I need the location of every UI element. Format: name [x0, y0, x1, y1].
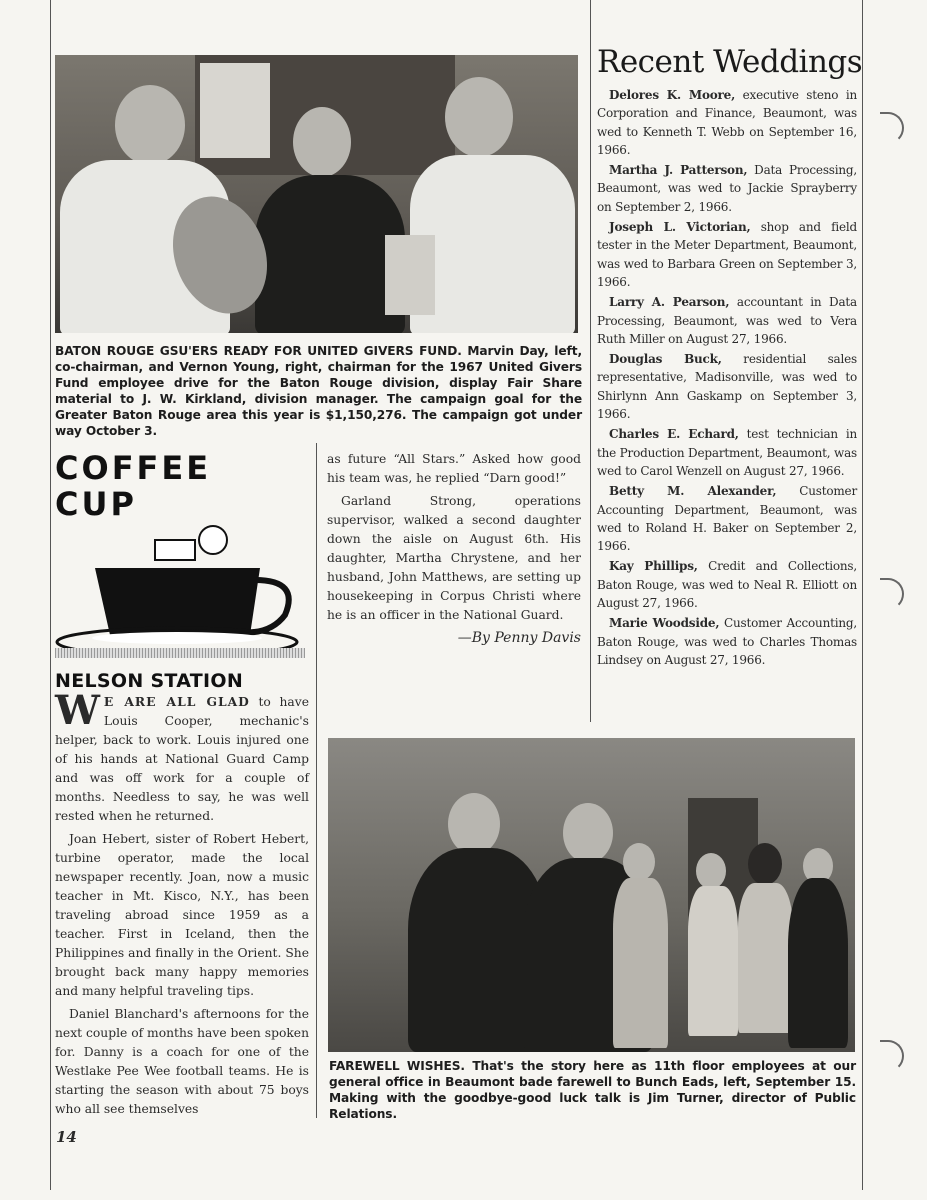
- caption-title: BATON ROUGE GSU'ERS READY FOR UNITED GIVERS FUND.: [55, 344, 462, 358]
- caption-body: That's the story here as 11th floor employees at our general office in Beaumont bade farewell to Bunch Eads, left, September 15. Making with the goodbye-good luck talk is Jim Turner, director of Public Relations.: [329, 1059, 856, 1121]
- wedding-item: [597, 161, 857, 216]
- coffee-cup-icon: [55, 520, 305, 660]
- binder-hole-mark: [880, 112, 904, 144]
- nelson-paragraph-4: Garland Strong, operations supervisor, walked a second daughter down the aisle on August 6th. His daughter, Martha Chrystene, and her husband, John Matthews, are setting up housekeeping in Corpus Christi where he is an officer in the National Guard.: [327, 494, 581, 622]
- wedding-item: [597, 482, 857, 555]
- wedding-item: [597, 350, 857, 423]
- nelson-station-column-left: [55, 687, 309, 1123]
- united-givers-photo: [55, 55, 578, 333]
- wedding-item: [597, 86, 857, 159]
- wedding-name: Charles E. Echard,: [609, 427, 739, 442]
- column-rule-top: [590, 0, 591, 722]
- caption-title: FAREWELL WISHES.: [329, 1059, 465, 1073]
- wedding-text: Customer Accounting, Baton Rouge, was wed to Charles Thomas Lindsey on August 27, 1966.: [597, 616, 857, 667]
- column-rule-middle: [316, 443, 317, 1118]
- wedding-item: [597, 218, 857, 291]
- coffee-cup-title-1: COFFEE: [55, 449, 212, 487]
- wedding-text: Data Processing, Beaumont, was wed to Jackie Sprayberry on September 2, 1966.: [597, 163, 858, 214]
- caption-body: Marvin Day, left, co-chairman, and Vernon Young, right, chairman for the 1967 United Givers Fund employee drive for the Baton Rouge division, display Fair Share material to J. W. Kirkland, division manager. The campaign goal for the Greater Baton Rouge area this year is $1,150,276. The campaign got under way October 3.: [55, 344, 582, 438]
- wedding-item: [597, 614, 857, 669]
- coffee-cup-logo: [55, 450, 305, 660]
- wedding-name: Kay Phillips,: [609, 559, 698, 574]
- weddings-heading: Recent Weddings: [597, 44, 863, 80]
- nelson-paragraph-2: Joan Hebert, sister of Robert Hebert, turbine operator, made the local newspaper recently. Joan, now a music teacher in Mt. Kisco, N.Y., has been traveling abroad since 1959 as a teacher. First in Iceland, then the Philippines and finally in the Orient. She brought back many happy memories and many helpful traveling tips.: [55, 832, 309, 998]
- wedding-name: Delores K. Moore,: [609, 88, 736, 102]
- binder-hole-mark: [880, 578, 904, 610]
- nelson-station-heading: NELSON STATION: [55, 670, 244, 692]
- wedding-name: Betty M. Alexander,: [609, 484, 777, 499]
- wedding-text: test technician in the Production Department, Beaumont, was wed to Carol Wenzell on August 27, 1966.: [597, 427, 858, 478]
- wedding-item: [597, 425, 857, 480]
- wedding-item: [597, 557, 857, 612]
- wedding-item: [597, 293, 857, 348]
- wedding-name: Joseph L. Victorian,: [609, 220, 751, 235]
- wedding-name: Douglas Buck,: [609, 352, 722, 367]
- nelson-paragraph-1: [55, 687, 309, 826]
- wedding-name: Larry A. Pearson,: [609, 295, 730, 310]
- united-givers-caption: [55, 343, 582, 439]
- nelson-paragraph-3: Daniel Blanchard's afternoons for the next couple of months have been spoken for. Danny is a coach for one of the Westlake Pee Wee football teams. He is starting the season with about 75 boys who all see themselves: [55, 1007, 309, 1116]
- farewell-caption: [329, 1058, 856, 1122]
- farewell-photo: [328, 738, 855, 1052]
- wedding-text: Credit and Collections, Baton Rouge, was wed to Neal R. Elliott on August 27, 1966.: [597, 559, 857, 611]
- nelson-station-column-right: [327, 450, 581, 648]
- wedding-name: Martha J. Patterson,: [609, 163, 748, 178]
- wedding-text: shop and field tester in the Meter Department, Beaumont, was wed to Barbara Green on September 3, 1966.: [597, 220, 858, 289]
- left-margin-rule: [50, 0, 51, 1190]
- lead-in: E ARE ALL GLAD: [103, 694, 250, 709]
- weddings-list: [597, 86, 857, 671]
- nelson-paragraph-1-text: to have Louis Cooper, mechanic's helper, back to work. Louis injured one of his hands at National Guard Camp and was off work for a couple of months. Needless to say, he was well rested when he returned.: [55, 695, 309, 823]
- wedding-text: accountant in Data Processing, Beaumont, was wed to Vera Ruth Miller on August 27, 1966.: [597, 295, 857, 346]
- drop-cap: W: [55, 687, 100, 734]
- wedding-text: executive steno in Corporation and Finance, Beaumont, was wed to Kenneth T. Webb on September 16, 1966.: [597, 88, 857, 157]
- nelson-paragraph-3-cont: as future “All Stars.” Asked how good his team was, he replied “Darn good!”: [327, 452, 581, 485]
- binder-hole-mark: [880, 1040, 904, 1072]
- coffee-cup-title-2: CUP: [55, 485, 137, 523]
- wedding-text: Customer Accounting Department, Beaumont, was wed to Roland H. Baker on September 2, 1966.: [597, 484, 857, 554]
- right-margin-rule: [862, 0, 863, 1190]
- wedding-text: residential sales representative, Madisonville, was wed to Shirlynn Ann Gaskamp on September 3, 1966.: [597, 352, 858, 422]
- wedding-name: Marie Woodside,: [609, 616, 720, 631]
- byline: —By Penny Davis: [457, 630, 581, 646]
- page-number: 14: [56, 1128, 77, 1146]
